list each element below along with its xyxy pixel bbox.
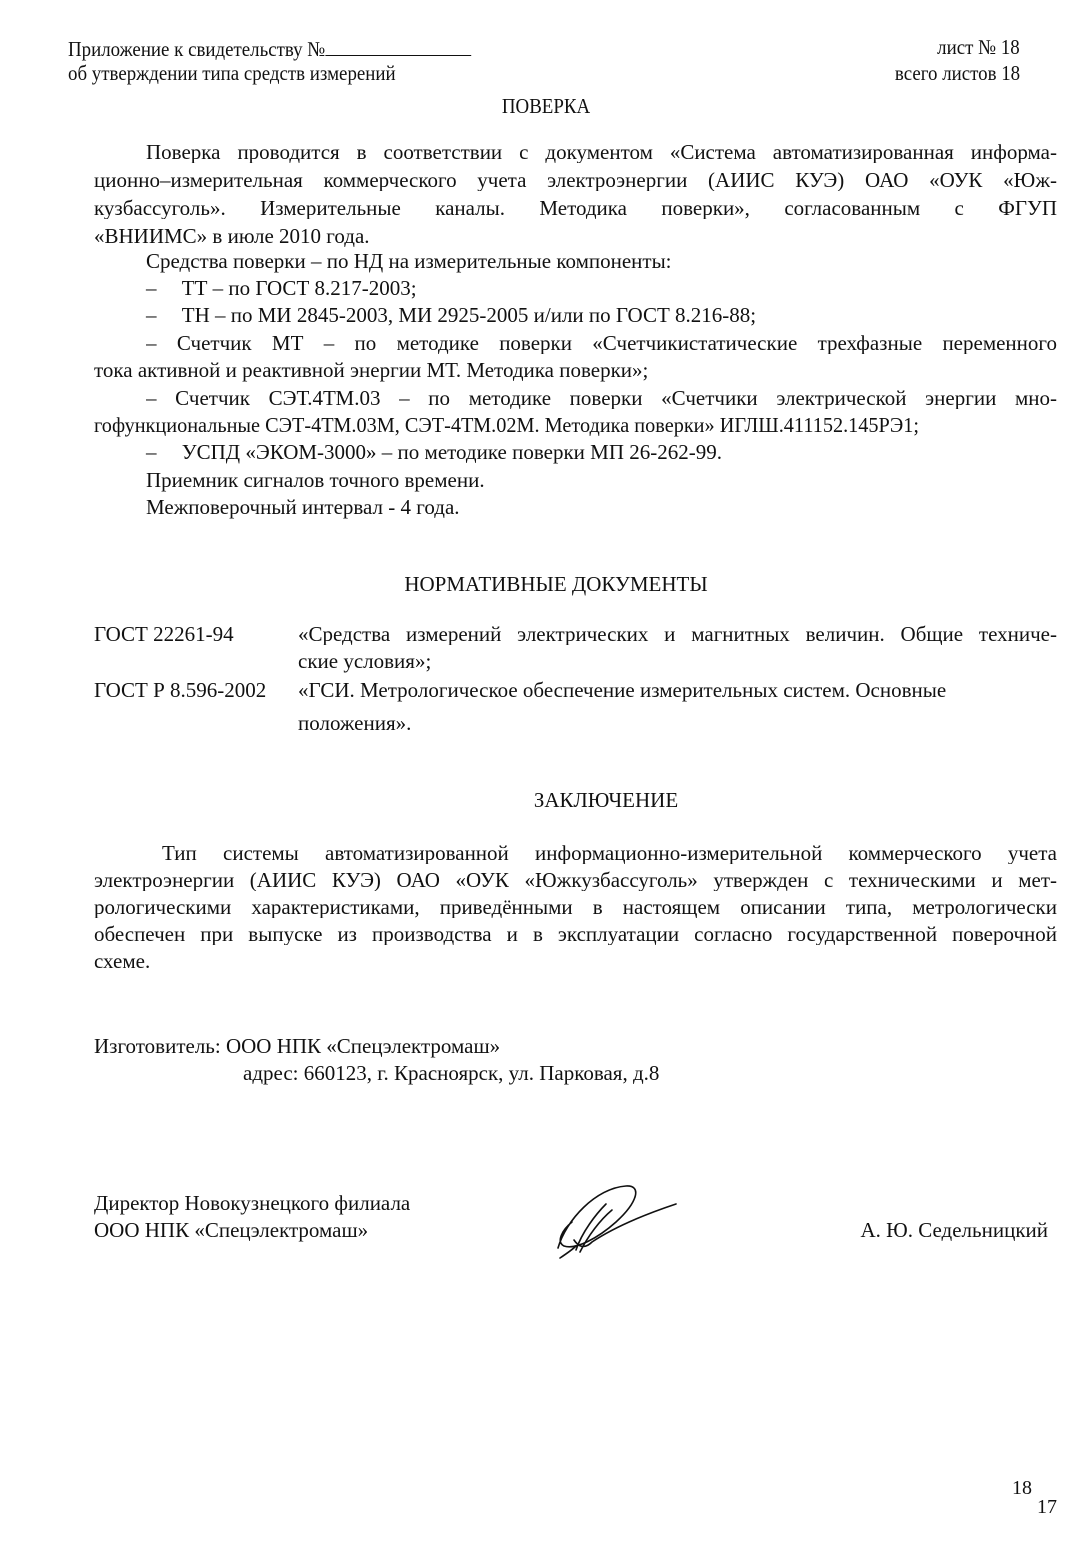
verification-paragraph — [94, 142, 1057, 163]
doc-code-text: ГОСТ Р 8.596-2002 — [94, 678, 267, 702]
signatory-name — [860, 1220, 1048, 1241]
list-dash: – — [146, 440, 157, 464]
header-appendix-line — [68, 37, 516, 60]
list-item — [146, 333, 1057, 354]
normative-doc-code — [94, 624, 234, 645]
certificate-number-blank — [325, 37, 471, 56]
section-title-conclusion — [0, 790, 1092, 811]
page-number-lower-text: 17 — [1037, 1496, 1057, 1518]
list-item-continuation — [94, 360, 648, 381]
page-number-upper — [1012, 1478, 1032, 1498]
verification-paragraph-line4 — [94, 226, 370, 247]
page-number-lower — [1037, 1497, 1057, 1517]
doc-code-text: ГОСТ 22261-94 — [94, 622, 234, 646]
page-number-upper-text: 18 — [1012, 1477, 1032, 1499]
sheet-number — [928, 37, 1020, 58]
paragraph-line: «ВНИИМС» в июле 2010 года. — [94, 224, 370, 248]
list-dash: – — [146, 333, 157, 354]
signatory-position-text: Директор Новокузнецкого филиала — [94, 1191, 411, 1215]
means-intro-text: Средства поверки – по НД на измерительные компоненты: — [146, 249, 672, 273]
list-item — [146, 278, 417, 299]
list-item-line — [146, 333, 1057, 354]
list-item — [146, 305, 756, 326]
doc-title-line: ские условия»; — [298, 649, 432, 673]
manufacturer — [94, 1036, 500, 1057]
header-approval-line — [68, 63, 432, 84]
list-item — [146, 388, 1057, 409]
normative-doc-title-cont — [298, 713, 411, 734]
manufacturer-text: Изготовитель: ООО НПК «Спецэлектромаш» — [94, 1034, 501, 1058]
list-dash: – — [146, 388, 157, 409]
interval-text — [146, 497, 460, 518]
conclusion-paragraph-line — [94, 924, 1057, 945]
normative-doc-title — [298, 680, 946, 701]
conclusion-paragraph-line — [94, 897, 1057, 918]
conclusion-paragraph-line — [94, 870, 1057, 891]
section-title-verification-text: ПОВЕРКА — [501, 94, 591, 118]
list-item-text: ТТ – по ГОСТ 8.217-2003; — [181, 276, 417, 300]
conclusion-paragraph — [94, 843, 1057, 864]
list-item-continuation-text: тока активной и реактивной энергии МТ. Методика поверки»; — [94, 358, 649, 382]
doc-title-line: «ГСИ. Метрологическое обеспечение измерительных систем. Основные — [298, 678, 947, 702]
conclusion-line: электроэнергии (АИИС КУЭ) ОАО «ОУК «Южкузбассуголь» утвержден с техническими и мет- — [94, 870, 1057, 891]
signatory-name-text: А. Ю. Седельницкий — [860, 1218, 1048, 1242]
handwritten-signature-icon — [546, 1180, 686, 1270]
header-appendix-text: Приложение к свидетельству № — [68, 37, 326, 61]
means-intro — [146, 251, 672, 272]
receiver-text — [146, 470, 485, 491]
paragraph-line: Поверка проводится в соответствии с документом «Система автоматизированная информа- — [146, 142, 1057, 163]
list-item-continuation — [94, 415, 949, 436]
normative-doc-title — [298, 624, 1057, 645]
verification-paragraph-line2 — [94, 170, 1057, 191]
signatory-position — [94, 1193, 410, 1214]
list-item-line — [146, 388, 1057, 409]
conclusion-line: схеме. — [94, 949, 151, 973]
doc-title-line: положения». — [298, 711, 412, 735]
normative-doc-code — [94, 680, 266, 701]
section-title-verification — [0, 96, 1092, 117]
sheet-number-text: лист № 18 — [937, 35, 1020, 59]
signatory-organization-text: ООО НПК «Спецэлектромаш» — [94, 1218, 369, 1242]
total-sheets-text: всего листов 18 — [894, 61, 1020, 85]
conclusion-paragraph-line — [94, 951, 150, 972]
total-sheets — [881, 63, 1020, 84]
list-item-text: Счетчик МТ – по методике поверки «Счетчикистатические трехфазные переменного — [176, 333, 1057, 354]
list-dash: – — [146, 303, 157, 327]
section-title-normative — [0, 574, 1092, 595]
paragraph-line: кузбассуголь». Измерительные каналы. Методика поверки», согласованным с ФГУП — [94, 198, 1057, 219]
manufacturer-address — [243, 1063, 659, 1084]
conclusion-line: обеспечен при выпуске из производства и в эксплуатации согласно государственной поверочной — [94, 924, 1057, 945]
list-item-text: Счетчик СЭТ.4ТМ.03 – по методике поверки «Счетчики электрической энергии мно- — [175, 388, 1057, 409]
list-item-continuation-text: гофункциональные СЭТ-4ТМ.03М, СЭТ-4ТМ.02М. Методика поверки» ИГЛШ.411152.145РЭ1; — [94, 413, 919, 437]
receiver-text-content: Приемник сигналов точного времени. — [146, 468, 485, 492]
section-title-normative-text: НОРМАТИВНЫЕ ДОКУМЕНТЫ — [404, 572, 708, 596]
list-dash: – — [146, 276, 157, 300]
conclusion-line: рологическими характеристиками, приведёнными в настоящем описании типа, метрологически — [94, 897, 1057, 918]
section-title-conclusion-text: ЗАКЛЮЧЕНИЕ — [533, 788, 679, 812]
paragraph-line: ционно–измерительная коммерческого учета электроэнергии (АИИС КУЭ) ОАО «ОУК «Юж- — [94, 170, 1057, 191]
list-item — [146, 442, 722, 463]
manufacturer-address-text: адрес: 660123, г. Красноярск, ул. Парковая, д.8 — [243, 1061, 660, 1085]
list-item-text: ТН – по МИ 2845-2003, МИ 2925-2005 и/или по ГОСТ 8.216-88; — [181, 303, 757, 327]
normative-doc-title-cont — [298, 651, 431, 672]
interval-text-content: Межповерочный интервал - 4 года. — [146, 495, 460, 519]
verification-paragraph-line3 — [94, 198, 1057, 219]
conclusion-line: Тип системы автоматизированной информационно-измерительной коммерческого учета — [162, 843, 1057, 864]
signatory-organization — [94, 1220, 368, 1241]
list-item-text: УСПД «ЭКОМ-3000» – по методике поверки МП 26-262-99. — [181, 440, 722, 464]
doc-title-line: «Средства измерений электрических и магнитных величин. Общие техниче- — [298, 624, 1057, 645]
header-approval-text: об утверждении типа средств измерений — [68, 61, 396, 85]
